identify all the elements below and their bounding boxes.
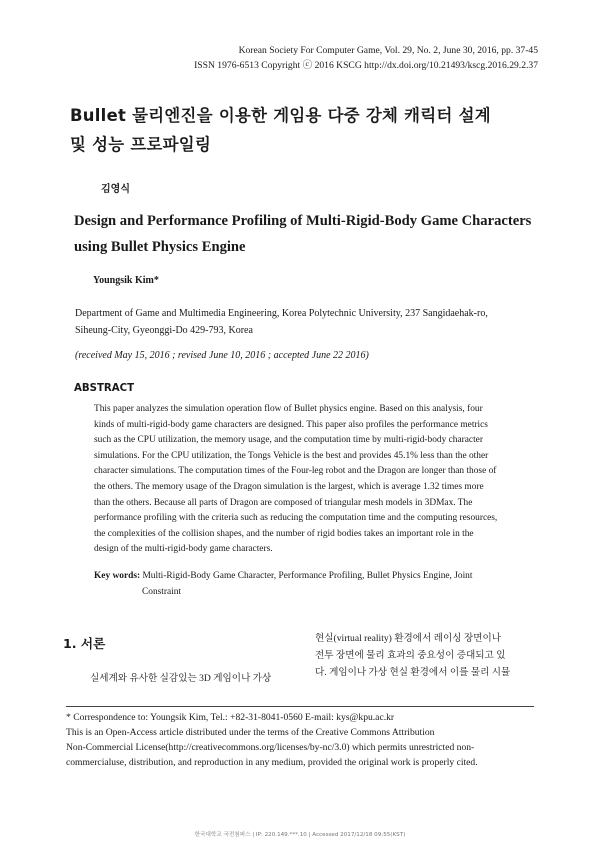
keywords [94,569,526,600]
body-text-right [315,630,537,682]
abstract-heading: ABSTRACT [74,383,135,394]
abstract-line: such as the CPU utilization, the memory usage, and the computation time by multi-rigid-body character [94,435,483,446]
journal-header-line1: Korean Society For Computer Game, Vol. 29, No. 2, June 30, 2016, pp. 37-45 [238,45,538,56]
abstract-line: the complexities of the collision shapes, and the number of rigid bodies takes an important role in the [94,528,474,539]
abstract-line: simulations. For the CPU utilization, the Tongs Vehicle is the best and provides 45.1% less than the other [94,450,489,461]
keywords-line1: Multi-Rigid-Body Game Character, Performance Profiling, Bullet Physics Engine, Joint [142,571,473,581]
abstract-line: the others. The memory usage of the Dragon simulation is the largest, which is average 1.32 times more [94,481,484,492]
footnote-line: This is an Open-Access article distributed under the terms of the Creative Commons Attribution [66,727,435,738]
english-title-line2: using Bullet Physics Engine [74,239,246,255]
abstract-line: design of the multi-rigid-body game characters. [94,544,273,555]
korean-author: 김영식 [101,184,130,195]
english-title-line1: Design and Performance Profiling of Multi-Rigid-Body Game Characters [74,213,532,229]
journal-header-line2: ISSN 1976-6513 Copyright ⓒ 2016 KSCG http://dx.doi.org/10.21493/kscg.2016.29.2.37 [194,60,538,71]
body-line: 현실(virtual reality) 환경에서 레이싱 장면이나 [315,633,502,644]
keywords-label: Key words: [94,571,141,581]
body-line: 전투 장면에 물리 효과의 중요성이 증대되고 있 [315,650,506,662]
english-title [74,208,544,260]
footnote [66,710,536,770]
abstract-line: kinds of multi-rigid-body game characters are designed. This paper also profiles the performance metrics [94,419,488,430]
access-watermark: 한국대학교 국전첨퍼스 | IP: 220.149.***.10 | Accessed 2017/12/18 09:55(KST) [194,832,406,838]
footnote-line: * Correspondence to: Youngsik Kim, Tel.: +82-31-8041-0560 E-mail: kys@kpu.ac.kr [66,712,395,723]
korean-title [70,101,540,159]
abstract-body [94,402,526,558]
affiliation-line1: Department of Game and Multimedia Engineering, Korea Polytechnic University, 237 Sangidaehak-ro, [75,308,488,319]
korean-title-line1: Bullet 물리엔진을 이용한 게임용 다중 강체 캐릭터 설계 [70,106,491,125]
footnote-line: commercialuse, distribution, and reproduction in any medium, provided the original work is properly cited. [66,757,478,768]
received-dates: (received May 15, 2016 ; revised June 10, 2016 ; accepted June 22 2016) [75,350,369,361]
footnote-line: Non-Commercial License(http://creativecommons.org/licenses/by-nc/3.0) which permits unrestricted non- [66,742,475,753]
abstract-line: This paper analyzes the simulation operation flow of Bullet physics engine. Based on this analysis, four [94,404,483,414]
footnote-divider [66,706,534,707]
body-line: 다. 게임이나 가상 현실 환경에서 이를 물리 시뮬 [315,667,511,679]
abstract-line: than the others. Because all parts of Dragon are composed of triangular mesh models in 3DMax. The [94,497,473,508]
body-text-left: 실세계와 유사한 실감있는 3D 게임이나 가상 [90,673,272,684]
english-author: Youngsik Kim* [93,275,159,286]
abstract-line: character simulations. The computation times of the Four-leg robot and the Dragon are longer than those of [94,466,497,477]
affiliation [75,305,537,339]
korean-title-line2: 및 성능 프로파일링 [70,135,212,154]
affiliation-line2: Siheung-City, Gyeonggi-Do 429-793, Korea [75,325,253,336]
section-heading: 1. 서론 [63,636,106,651]
keywords-line2: Constraint [142,586,182,597]
abstract-line: performance profiling with the criteria such as reducing the computation time and the computing resources, [94,513,498,524]
